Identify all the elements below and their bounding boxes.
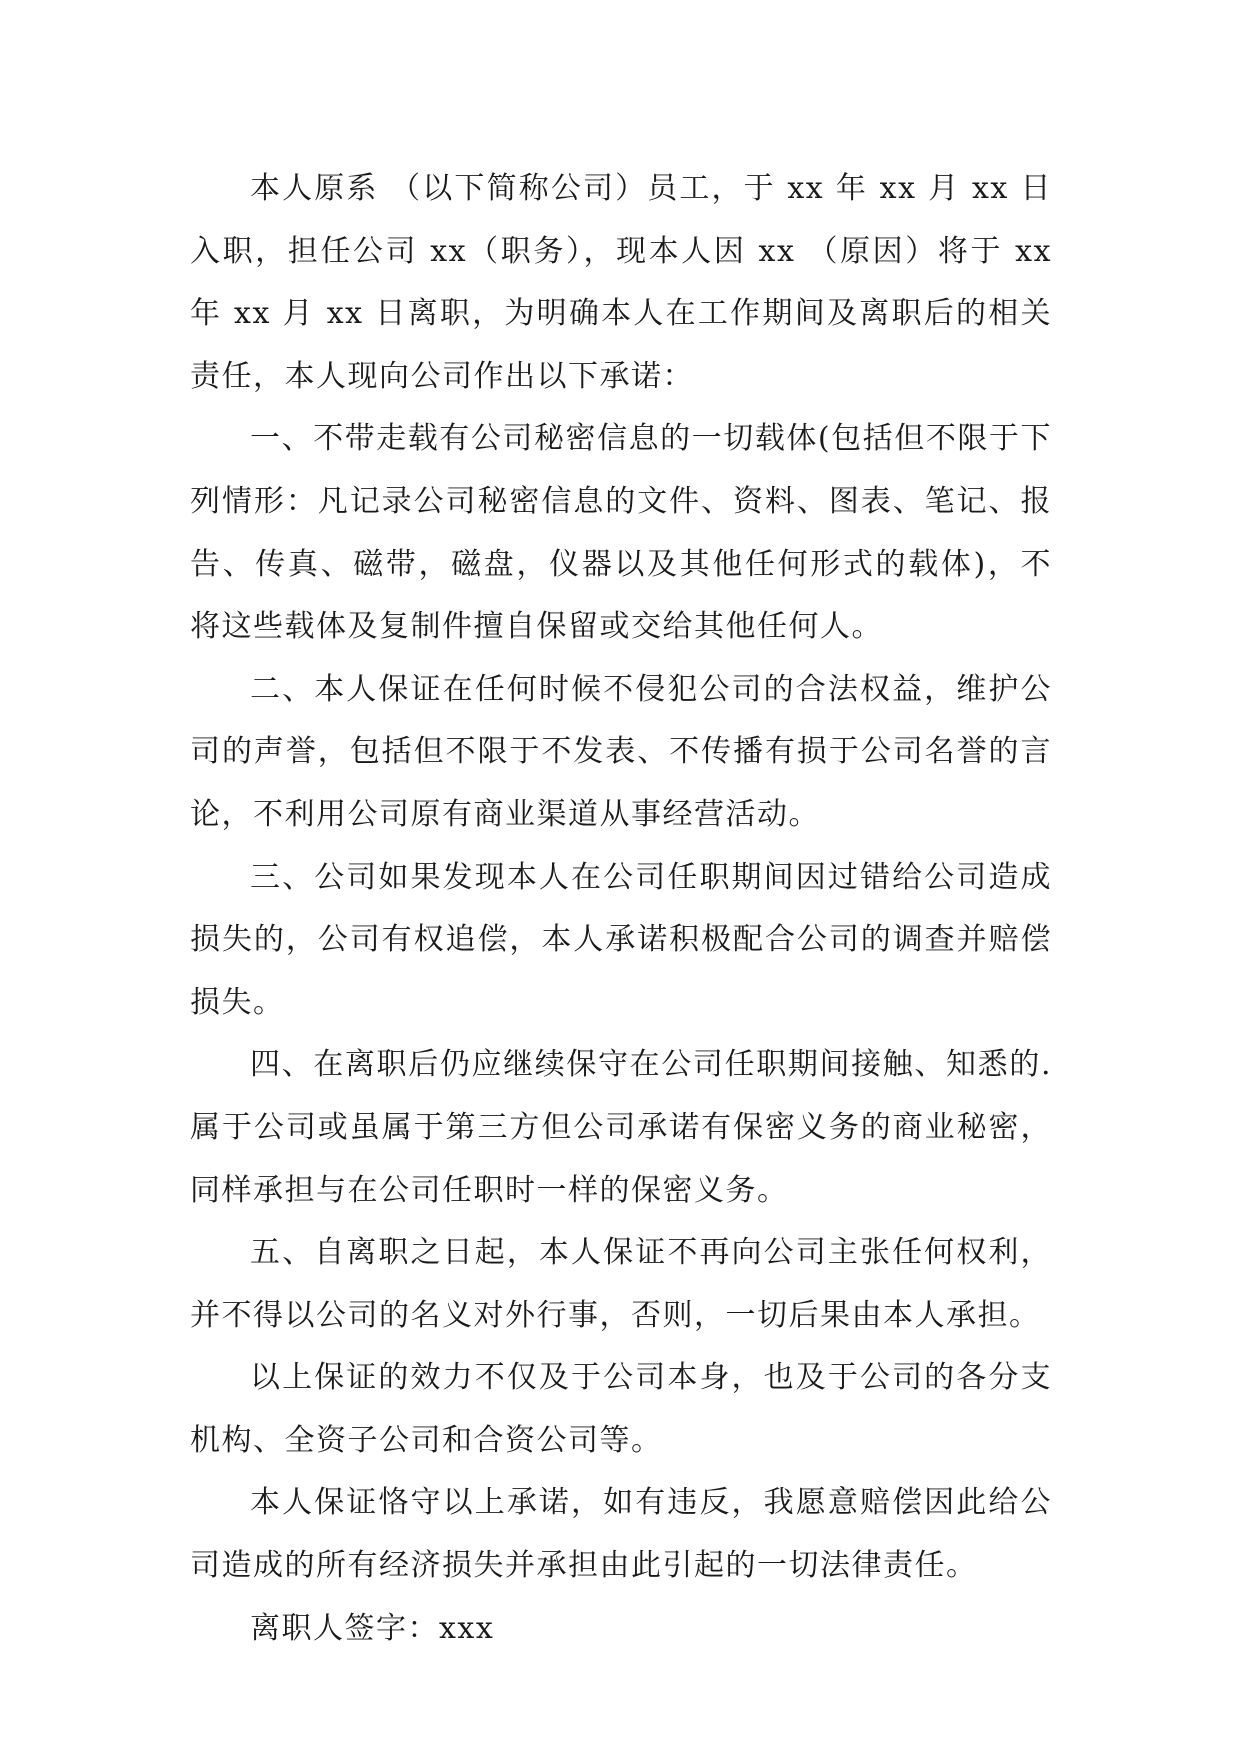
clause-1-paragraph: 一、不带走载有公司秘密信息的一切载体(包括但不限于下列情形：凡记录公司秘密信息的文件、资料、图表、笔记、报告、传真、磁带，磁盘，仪器以及其他任何形式的载体)，不将这些载体及复制件擅自保留或交给其他任何人。 [190, 421, 1052, 645]
pledge-paragraph: 本人保证恪守以上承诺，如有违反，我愿意赔偿因此给公司造成的所有经济损失并承担由此引起的一切法律责任。 [190, 1485, 1052, 1584]
scope-paragraph: 以上保证的效力不仅及于公司本身，也及于公司的各分支机构、全资子公司和合资公司等。 [190, 1360, 1052, 1458]
document-body [190, 158, 1052, 1660]
intro-paragraph: 本人原系 （以下简称公司）员工，于 xx 年 xx 月 xx 日入职，担任公司 xx（职务），现本人因 xx （原因）将于 xx 年 xx 月 xx 日离职，为明确本人在工作期间及离职后的相关责任，本人现向公司作出以下承诺： [190, 171, 1052, 394]
clause-5-paragraph: 五、自离职之日起，本人保证不再向公司主张任何权利，并不得以公司的名义对外行事，否则，一切后果由本人承担。 [190, 1235, 1052, 1333]
clause-4-paragraph: 四、在离职后仍应继续保守在公司任职期间接触、知悉的.属于公司或虽属于第三方但公司承诺有保密义务的商业秘密，同样承担与在公司任职时一样的保密义务。 [190, 1047, 1052, 1208]
clause-3-paragraph: 三、公司如果发现本人在公司任职期间因过错给公司造成损失的，公司有权追偿，本人承诺积极配合公司的调查并赔偿损失。 [190, 859, 1052, 1020]
clause-2-paragraph: 二、本人保证在任何时候不侵犯公司的合法权益，维护公司的声誉，包括但不限于不发表、不传播有损于公司名誉的言论，不利用公司原有商业渠道从事经营活动。 [190, 671, 1052, 832]
signature-line: 离职人签字：xxx [250, 1610, 495, 1646]
